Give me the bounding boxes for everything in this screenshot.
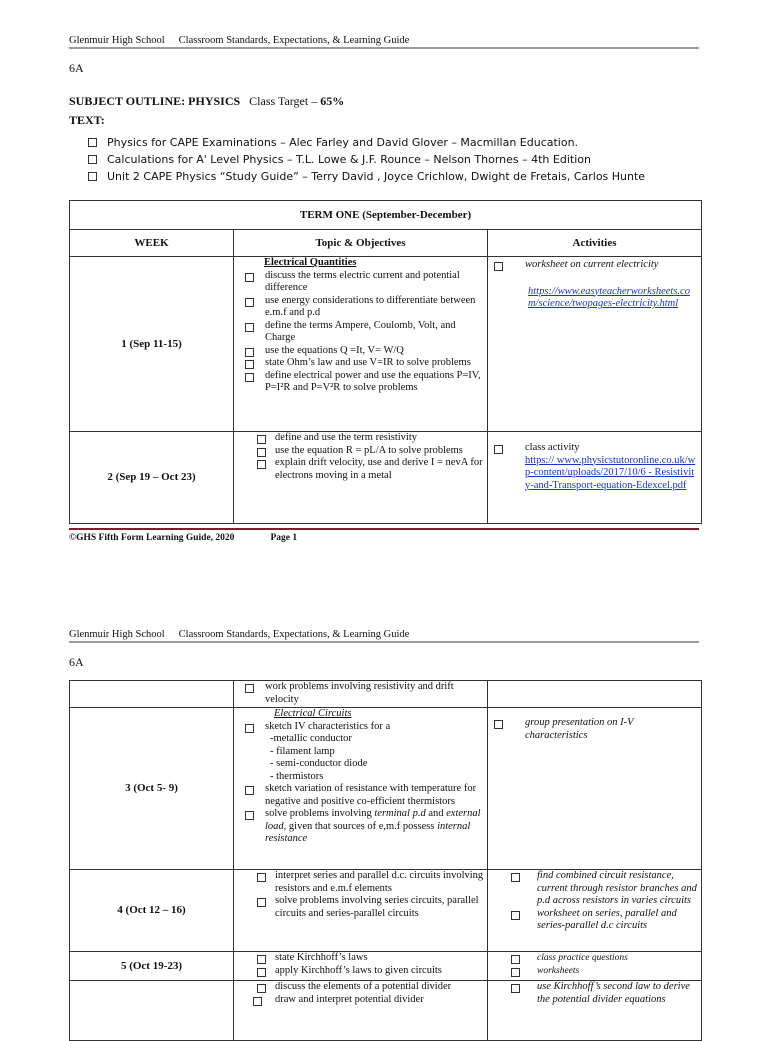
list-item: discuss the terms electric current and potential difference <box>237 270 484 295</box>
checkbox-bullet-icon <box>245 786 254 795</box>
checkbox-bullet-icon <box>245 273 254 282</box>
guide-title: Classroom Standards, Expectations, & Learning Guide <box>178 35 410 46</box>
worksheet-link[interactable]: https://www.easyteacherworksheets.com/science/twopages-electricity.html <box>528 285 690 309</box>
checkbox-bullet-icon <box>257 873 266 882</box>
section-title: Electrical Circuits <box>274 708 352 719</box>
activities-cell <box>488 870 702 952</box>
list-item: solve problems involving series circuits, parallel circuits and series-parallel circuits <box>237 895 484 920</box>
checkbox-bullet-icon <box>88 138 97 147</box>
objectives-cell <box>234 952 488 981</box>
checkbox-bullet-icon <box>88 155 97 164</box>
week-label: 2 (Sep 19 – Oct 23) <box>70 432 234 524</box>
checkbox-bullet-icon <box>245 811 254 820</box>
term-one-table <box>69 200 702 524</box>
checkbox-bullet-icon <box>245 323 254 332</box>
checkbox-bullet-icon <box>494 720 503 729</box>
objectives-cell <box>234 681 488 708</box>
checkbox-bullet-icon <box>245 373 254 382</box>
checkbox-bullet-icon <box>245 360 254 369</box>
column-header: WEEK <box>70 230 234 257</box>
list-item: define the terms Ampere, Coulomb, Volt, and Charge <box>237 320 484 345</box>
checkbox-bullet-icon <box>257 435 266 444</box>
footer-copyright: ©GHS Fifth Form Learning Guide, 2020 <box>69 533 235 543</box>
list-item: define electrical power and use the equations P=IV, P=I²R and P=V²R to solve problems <box>237 370 484 395</box>
term-title: TERM ONE (September-December) <box>70 201 702 230</box>
week-label: 3 (Oct 5- 9) <box>70 708 234 870</box>
list-item: - semi-conductor diode <box>270 758 368 769</box>
checkbox-bullet-icon <box>257 955 266 964</box>
list-item: find combined circuit resistance, current through resistor branches and p.d across resistors in varies circuits <box>491 870 698 908</box>
list-item: Unit 2 CAPE Physics “Study Guide” – Terry David , Joyce Crichlow, Dwight de Fretais, Carlos Hunte <box>88 170 645 187</box>
column-header: Topic & Objectives <box>234 230 488 257</box>
checkbox-bullet-icon <box>253 997 262 1006</box>
activities-cell <box>488 432 702 524</box>
list-item: define and use the term resistivity <box>237 432 484 445</box>
page-header <box>69 35 409 46</box>
checkbox-bullet-icon <box>257 460 266 469</box>
term-one-table-continued <box>69 680 702 1041</box>
list-item: group presentation on I-V characteristics <box>491 717 698 742</box>
textbook-list <box>88 136 645 187</box>
list-item: explain drift velocity, use and derive I = nevA for electrons moving in a metal <box>237 457 484 482</box>
table-row <box>70 257 702 432</box>
section-title: Electrical Quantities <box>264 257 357 268</box>
activities-cell <box>488 708 702 870</box>
objectives-cell <box>234 981 488 1041</box>
table-row <box>70 981 702 1041</box>
school-name: Glenmuir High School <box>69 35 165 46</box>
footer-page-number: Page 1 <box>270 533 298 543</box>
list-item: - thermistors <box>270 770 324 782</box>
checkbox-bullet-icon <box>257 984 266 993</box>
week-label: 4 (Oct 12 – 16) <box>70 870 234 952</box>
list-item: worksheet on series, parallel and series-parallel d.c circuits <box>491 908 698 933</box>
resistivity-link[interactable]: https:// www.physicstutoronline.co.uk/wp-content/uploads/2017/10/6 - Resistivity-and-Transport-equation-Edexcel.pdf <box>525 454 696 491</box>
checkbox-bullet-icon <box>494 445 503 454</box>
list-item: state Ohm’s law and use V=IR to solve problems <box>237 357 484 370</box>
checkbox-bullet-icon <box>245 348 254 357</box>
subject-label: SUBJECT OUTLINE <box>69 94 182 108</box>
list-item: sketch IV characteristics for a <box>237 721 484 734</box>
week-label: 1 (Sep 11-15) <box>70 257 234 432</box>
class-target-value: 65% <box>320 94 345 108</box>
week-label: 5 (Oct 19-23) <box>70 952 234 981</box>
list-item: sketch variation of resistance with temperature for negative and positive co-efficient thermistors <box>237 783 484 808</box>
list-item: state Kirchhoff’s laws <box>237 952 484 965</box>
list-item: draw and interpret potential divider <box>237 994 484 1007</box>
list-item: use the equation R = pL/A to solve problems <box>237 445 484 458</box>
class-target-label: Class Target – <box>249 94 318 108</box>
checkbox-bullet-icon <box>511 873 520 882</box>
activities-cell <box>488 952 702 981</box>
objectives-cell <box>234 870 488 952</box>
checkbox-bullet-icon <box>245 684 254 693</box>
list-item: - filament lamp <box>270 745 335 757</box>
list-item: use energy considerations to differentiate between e.m.f and p.d <box>237 295 484 320</box>
header-rule <box>69 47 699 49</box>
list-item: Physics for CAPE Examinations – Alec Farley and David Glover – Macmillan Education. <box>88 136 645 153</box>
page-footer <box>69 533 297 543</box>
table-row <box>70 681 702 708</box>
objectives-cell <box>234 708 488 870</box>
list-item: solve problems involving terminal p.d and external load, given that sources of e,m.f possess internal resistance <box>237 808 484 846</box>
objectives-cell <box>234 432 488 524</box>
list-item: work problems involving resistivity and drift velocity <box>237 681 484 706</box>
activities-cell <box>488 981 702 1041</box>
subject-outline <box>69 94 344 109</box>
checkbox-bullet-icon <box>494 262 503 271</box>
list-item: use the equations Q =It, V= W/Q <box>237 345 484 358</box>
checkbox-bullet-icon <box>511 955 520 964</box>
list-item: class activity <box>491 442 698 455</box>
activities-cell <box>488 257 702 432</box>
checkbox-bullet-icon <box>88 172 97 181</box>
list-item: use Kirchhoff’s second law to derive the potential divider equations <box>491 981 698 1006</box>
list-item: Calculations for A' Level Physics – T.L. Lowe & J.F. Rounce – Nelson Thornes – 4th Edition <box>88 153 645 170</box>
checkbox-bullet-icon <box>257 448 266 457</box>
text-heading: TEXT: <box>69 113 105 127</box>
school-name: Glenmuir High School <box>69 629 165 640</box>
table-row <box>70 432 702 524</box>
checkbox-bullet-icon <box>511 984 520 993</box>
header-rule <box>69 641 699 643</box>
objectives-cell <box>234 257 488 432</box>
list-item: apply Kirchhoff’s laws to given circuits <box>237 965 484 978</box>
column-header: Activities <box>488 230 702 257</box>
list-item: discuss the elements of a potential divider <box>237 981 484 994</box>
list-item: class practice questions <box>491 952 698 965</box>
subject-name: : PHYSICS <box>181 94 241 108</box>
table-row <box>70 708 702 870</box>
table-row <box>70 952 702 981</box>
checkbox-bullet-icon <box>511 911 520 920</box>
checkbox-bullet-icon <box>511 968 520 977</box>
footer-rule <box>69 528 699 530</box>
form-label: 6A <box>69 61 84 75</box>
list-item: -metallic conductor <box>270 733 352 744</box>
page-header <box>69 629 409 640</box>
form-label: 6A <box>69 655 84 669</box>
table-row <box>70 870 702 952</box>
list-item: interpret series and parallel d.c. circuits involving resistors and e.m.f elements <box>237 870 484 895</box>
guide-title: Classroom Standards, Expectations, & Learning Guide <box>178 629 410 640</box>
list-item: worksheets <box>491 965 698 978</box>
checkbox-bullet-icon <box>245 298 254 307</box>
list-item: worksheet on current electricity <box>491 259 698 272</box>
checkbox-bullet-icon <box>245 724 254 733</box>
checkbox-bullet-icon <box>257 898 266 907</box>
checkbox-bullet-icon <box>257 968 266 977</box>
